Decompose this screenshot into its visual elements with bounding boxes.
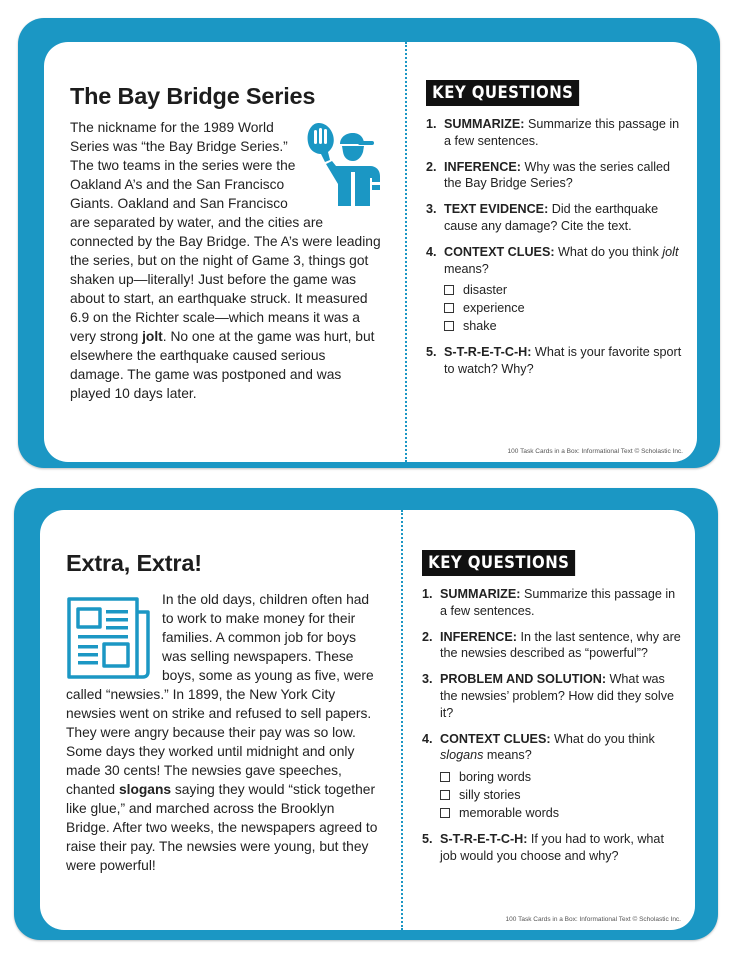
choice-item[interactable]: experience <box>444 300 688 317</box>
choice-item[interactable]: memorable words <box>440 805 684 822</box>
question-list <box>426 116 688 387</box>
passage <box>66 590 378 875</box>
dotted-divider <box>401 510 403 930</box>
question-4: 4. CONTEXT CLUES: What do you think jolt means? disaster experience shake <box>426 244 688 336</box>
choice-item[interactable]: boring words <box>440 769 684 786</box>
task-card-bay-bridge <box>18 18 720 468</box>
choice-item[interactable]: shake <box>444 318 688 335</box>
question-1: 1. SUMMARIZE: Summarize this passage in a few sentences. <box>422 587 676 618</box>
question-5: 5. S-T-R-E-T-C-H: If you had to work, what job would you choose and why? <box>422 832 664 863</box>
passage-text: In the old days, children often had to work to make money for their families. A common job for boys was selling newspapers. These boys, some as young as five, were called “newsies.” In 1899, the New York City newsies went on strike and refused to sell papers. They were angry because their pay was so low. Some days they worked until midnight and only made 30 cents! The newsies gave speeches, chanted slogans saying they would “stick together like glue,” and marched across the Brooklyn Bridge. After two weeks, the newspapers agreed to raise their pay. The newsies were young, but they were powerful! <box>66 592 378 873</box>
credit-line: 100 Task Cards in a Box: Informational Text © Scholastic Inc. <box>505 916 681 923</box>
choice-item[interactable]: silly stories <box>440 787 684 804</box>
choice-item[interactable]: disaster <box>444 282 688 299</box>
checkbox[interactable] <box>444 285 454 295</box>
key-questions-header: KEY QUESTIONS <box>422 550 576 576</box>
card-inner <box>44 42 697 462</box>
question-4: 4. CONTEXT CLUES: What do you think slogans means? boring words silly stories memorable words <box>422 731 684 823</box>
question-2: 2. INFERENCE: In the last sentence, why are the newsies described as “powerful”? <box>422 629 681 661</box>
card-title: The Bay Bridge Series <box>70 83 316 109</box>
card-inner <box>40 510 695 930</box>
question-1: 1. SUMMARIZE: Summarize this passage in a few sentences. <box>426 117 680 148</box>
key-questions-header: KEY QUESTIONS <box>426 80 580 106</box>
choice-list <box>444 282 688 335</box>
card-title: Extra, Extra! <box>66 550 202 576</box>
checkbox[interactable] <box>440 808 450 818</box>
vocab-word: slogans <box>118 782 172 797</box>
question-5: 5. S-T-R-E-T-C-H: What is your favorite sport to watch? Why? <box>426 345 682 377</box>
checkbox[interactable] <box>440 790 450 800</box>
checkbox[interactable] <box>444 303 454 313</box>
question-list <box>422 586 684 874</box>
choice-list <box>440 769 684 822</box>
checkbox[interactable] <box>440 772 450 782</box>
question-3: 3. PROBLEM AND SOLUTION: What was the newsies’ problem? How did they solve it? <box>422 672 675 720</box>
credit-line: 100 Task Cards in a Box: Informational Text © Scholastic Inc. <box>507 448 683 455</box>
task-card-extra-extra <box>14 488 718 940</box>
passage-text: The nickname for the 1989 World Series was “the Bay Bridge Series.” The two teams in the series were the Oakland A’s and the San Francisco Giants. Oakland and San Francisco are separated by water, and the cities are connected by the Bay Bridge. The A’s were leading the series, but on the night of Game 3, things got shaken up—literally! Just before the game was about to start, an earthquake struck. It measured 6.9 on the Richter scale—which means it was a very strong jolt. No one at the game was hurt, but elsewhere the earthquake caused serious damage. The game was postponed and was played 10 days later. <box>70 120 381 401</box>
dotted-divider <box>405 42 407 462</box>
question-3: 3. TEXT EVIDENCE: Did the earthquake cause any damage? Cite the text. <box>426 202 659 233</box>
passage <box>70 118 382 403</box>
vocab-word: jolt <box>142 329 163 344</box>
newspaper-icon <box>66 596 152 680</box>
baseball-player-icon <box>306 122 384 206</box>
question-2: 2. INFERENCE: Why was the series called the Bay Bridge Series? <box>426 159 671 191</box>
checkbox[interactable] <box>444 321 454 331</box>
